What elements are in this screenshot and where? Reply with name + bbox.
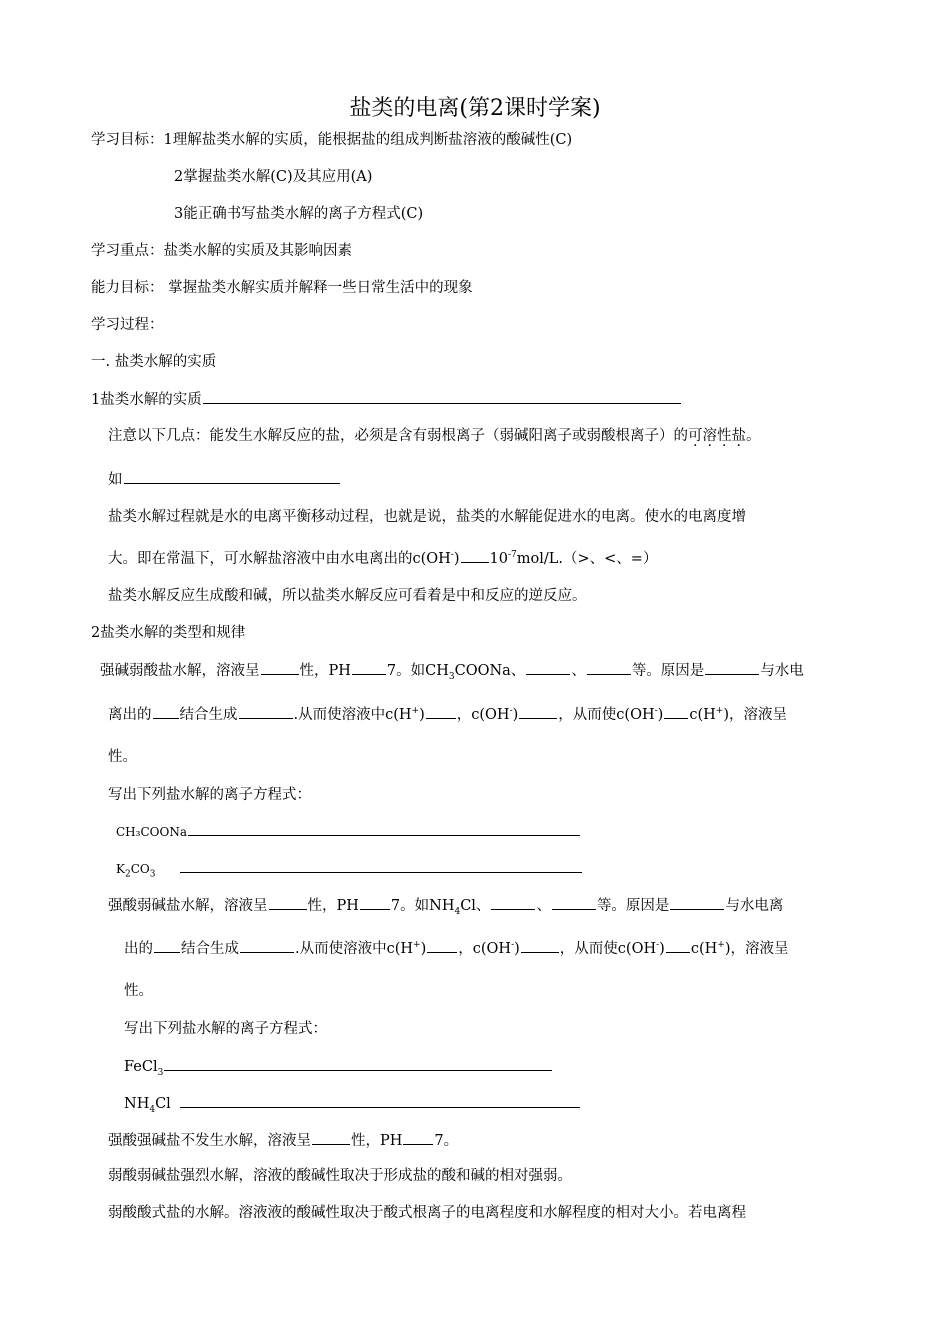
superscript: -	[509, 706, 513, 717]
text-run: 7。如CH	[386, 663, 449, 679]
text-run: 大。即在常温下，可水解盐溶液中由水电离出的c(OH	[108, 551, 451, 567]
text-run: 结合生成	[181, 941, 239, 957]
answer-blank	[666, 938, 690, 953]
text-run: )	[420, 941, 427, 957]
superscript: -	[656, 940, 660, 951]
text-run: )，溶液呈	[723, 707, 787, 723]
formula-nh4cl	[124, 1096, 171, 1115]
text-run: Cl、	[460, 898, 491, 914]
answer-blank	[670, 895, 724, 910]
text-run: c(H	[689, 707, 716, 723]
answer-blank	[203, 389, 681, 404]
answer-blank	[154, 938, 180, 953]
text-run: NH	[124, 1096, 150, 1112]
equation-nh4cl	[124, 1093, 581, 1114]
objectives-label: 学习目标：	[91, 132, 164, 148]
text-run: ，从而使c(OH	[559, 941, 657, 957]
page-title: 盐类的电离(第2课时学案)	[349, 96, 601, 121]
text-run: ，从而使c(OH	[558, 707, 655, 723]
text-run: 与水电	[760, 663, 804, 679]
subscript: 4	[454, 906, 461, 917]
text-run: 离出的	[108, 707, 152, 723]
superscript: +	[715, 706, 724, 717]
answer-blank	[124, 469, 340, 484]
emphasis-char: 盐	[731, 428, 746, 444]
subscript: 3	[448, 671, 455, 682]
text-run: ，c(OH	[456, 707, 510, 723]
strong-acid-weak-base-line-3: 性。	[124, 983, 153, 999]
text-run: Cl	[155, 1096, 171, 1112]
text-run: CO	[130, 862, 150, 876]
answer-blank	[164, 1056, 552, 1071]
answer-blank	[427, 938, 457, 953]
hydrolysis-paragraph-2	[108, 548, 657, 569]
answer-blank	[519, 704, 557, 719]
write-equations-label-2: 写出下列盐水解的离子方程式：	[124, 1021, 327, 1037]
text-run: 10	[489, 551, 508, 567]
superscript: +	[717, 940, 725, 951]
text-run: 、	[571, 663, 586, 679]
text-run: )	[514, 941, 520, 957]
text-run: 等。原因是	[631, 663, 705, 679]
text-run: )	[512, 707, 519, 723]
objective-1: 1理解盐类水解的实质，能根据盐的组成判断盐溶液的酸碱性(C)	[163, 132, 573, 148]
section-1-heading: 一. 盐类水解的实质	[91, 354, 217, 370]
strong-base-weak-acid-line-3: 性。	[108, 749, 137, 765]
subscript: 2	[124, 869, 131, 880]
text-run: 强碱弱酸盐水解，溶液呈	[100, 663, 260, 679]
text-run: )	[453, 551, 460, 567]
neutralization-note: 盐类水解反应生成酸和碱，所以盐类水解反应可看着是中和反应的逆反应。	[108, 588, 587, 604]
answer-blank	[521, 938, 559, 953]
text-run: 与水电离	[725, 898, 784, 914]
emphasis-char: 可	[688, 428, 703, 444]
text-run: FeCl	[124, 1059, 158, 1075]
s1-item-1	[91, 389, 682, 410]
example-line	[108, 469, 341, 490]
superscript: -	[654, 706, 658, 717]
hydrolysis-paragraph-1: 盐类水解过程就是水的电离平衡移动过程，也就是说，盐类的水解能促进水的电离。使水的电离度增	[108, 509, 746, 525]
answer-blank	[180, 1093, 580, 1108]
note-line	[108, 426, 761, 446]
strong-acid-weak-base-line-2	[124, 938, 788, 959]
answer-blank	[239, 704, 293, 719]
superscript: -	[511, 940, 515, 951]
text-run: 性，PH	[307, 898, 359, 914]
text-run: )，溶液呈	[724, 941, 789, 957]
strong-base-weak-acid-line-2	[108, 704, 787, 725]
text-run: K	[116, 862, 125, 876]
text-run: 性，PH	[351, 1133, 403, 1149]
s1-item-1-label: 1盐类水解的实质	[91, 392, 202, 408]
text-run: COONa、	[454, 663, 526, 679]
answer-blank	[461, 548, 489, 563]
text-run: ，c(OH	[458, 941, 512, 957]
acid-salt-line: 弱酸酸式盐的水解。溶液液的酸碱性取决于酸式根离子的电离程度和水解程度的相对大小。若电离程	[108, 1205, 746, 1221]
ability-goal: 能力目标： 掌握盐类水解实质并解释一些日常生活中的现象	[91, 280, 473, 296]
text-run: .从而使溶液中c(H	[293, 707, 412, 723]
answer-blank	[261, 660, 299, 675]
key-point: 学习重点：盐类水解的实质及其影响因素	[91, 243, 352, 259]
note-end: 。	[746, 428, 761, 444]
strong-base-weak-acid-line-1	[100, 660, 804, 681]
learning-process-label: 学习过程：	[91, 317, 164, 333]
text-run: )	[657, 707, 664, 723]
equation-k2co3	[116, 858, 583, 879]
write-equations-label-1: 写出下列盐水解的离子方程式：	[108, 787, 311, 803]
subscript: 3	[149, 869, 156, 880]
superscript: +	[413, 940, 421, 951]
formula-k2co3	[116, 862, 156, 880]
equation-ch3coona	[116, 821, 581, 842]
formula-ch3coona: CH₃COONa	[116, 825, 187, 839]
superscript: -	[450, 550, 454, 561]
answer-blank	[180, 858, 582, 873]
text-run: 7。	[434, 1133, 459, 1149]
emphasis-char: 性	[717, 428, 732, 444]
text-run: c(H	[690, 941, 718, 957]
text-run: 强酸强碱盐不发生水解，溶液呈	[108, 1133, 311, 1149]
answer-blank	[153, 704, 179, 719]
formula-fecl3	[124, 1059, 164, 1078]
objectives-line-1	[91, 130, 572, 150]
subscript: 3	[157, 1067, 164, 1078]
text-run: )	[659, 941, 665, 957]
answer-blank	[705, 660, 759, 675]
text-run: mol/L.（>、<、=）	[516, 551, 658, 567]
objective-2: 2掌握盐类水解(C)及其应用(A)	[174, 169, 373, 185]
text-run: .从而使溶液中c(H	[295, 941, 414, 957]
superscript: -7	[507, 550, 517, 561]
superscript: +	[411, 706, 420, 717]
objective-3: 3能正确书写盐类水解的离子方程式(C)	[174, 206, 424, 222]
note-text: 注意以下几点：能发生水解反应的盐，必须是含有弱根离子（弱碱阳离子或弱酸根离子）的	[108, 428, 688, 444]
subscript: 4	[149, 1104, 156, 1115]
text-run: )	[419, 707, 425, 723]
text-run: 、	[536, 898, 551, 914]
text-run: 结合生成	[179, 707, 238, 723]
answer-blank	[664, 704, 688, 719]
answer-blank	[360, 895, 390, 910]
answer-blank	[426, 704, 456, 719]
text-run: 强酸弱碱盐水解，溶液呈	[108, 898, 268, 914]
text-run: 出的	[124, 941, 153, 957]
emphasis-char: 溶	[702, 428, 717, 444]
answer-blank	[240, 938, 294, 953]
text-run: 等。原因是	[596, 898, 670, 914]
answer-blank	[403, 1130, 433, 1145]
answer-blank	[188, 821, 580, 836]
example-label: 如	[108, 472, 123, 488]
strong-acid-weak-base-line-1	[108, 895, 783, 916]
answer-blank	[491, 895, 535, 910]
answer-blank	[352, 660, 386, 675]
equation-fecl3	[124, 1056, 553, 1077]
text-run: 7。如NH	[390, 898, 455, 914]
text-run: 性，PH	[299, 663, 351, 679]
strong-acid-strong-base-line	[108, 1130, 458, 1151]
answer-blank	[552, 895, 596, 910]
s1-item-2: 2盐类水解的类型和规律	[91, 625, 246, 641]
answer-blank	[526, 660, 570, 675]
answer-blank	[587, 660, 631, 675]
answer-blank	[312, 1130, 350, 1145]
weak-acid-weak-base-line: 弱酸弱碱盐强烈水解，溶液的酸碱性取决于形成盐的酸和碱的相对强弱。	[108, 1168, 572, 1184]
answer-blank	[269, 895, 307, 910]
